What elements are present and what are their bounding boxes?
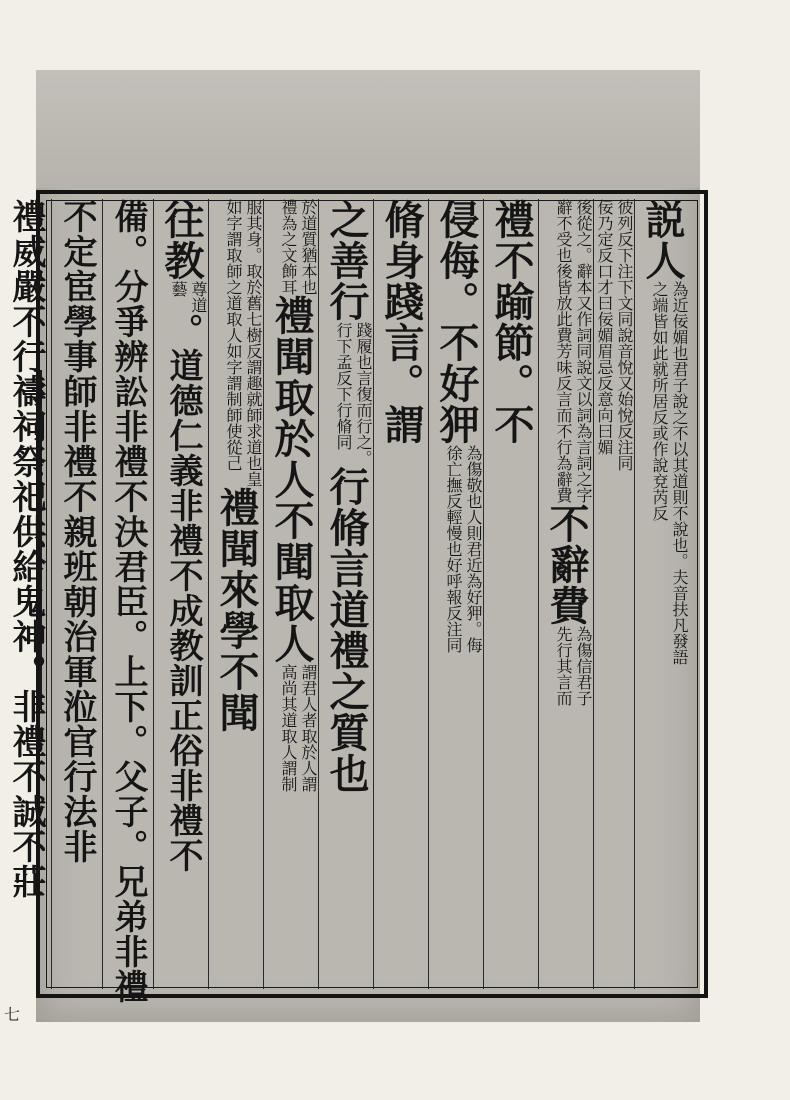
commentary-line: 為傷敬也人則君近為好狎。侮	[464, 445, 483, 653]
text-column-12	[51, 199, 102, 989]
commentary-pair	[209, 199, 263, 487]
main-text: 侵侮。不好狎	[433, 199, 480, 445]
text-column-5	[428, 199, 483, 989]
text-column-9	[208, 199, 263, 989]
main-text: 不定宦學事師非禮不親班朝治軍涖官行法非	[57, 199, 97, 864]
text-column-7	[318, 199, 373, 989]
commentary-line: 如字謂取師之道取人如字謂制師使從己	[224, 199, 243, 471]
commentary-line: 尊道	[189, 281, 208, 313]
text-column-8	[263, 199, 318, 989]
page-number: 七	[4, 1005, 21, 1024]
text-column-6	[373, 199, 428, 989]
commentary-line: 為近佞媚也君子說之不以其道則不說也。夫音扶凡發語	[670, 281, 689, 665]
text-columns	[6, 199, 689, 1004]
text-column-1	[634, 199, 689, 989]
text-column-3	[538, 199, 593, 989]
commentary-line: 禮為之文飾耳	[279, 199, 298, 295]
commentary-pair	[264, 664, 318, 792]
commentary-pair	[539, 626, 593, 706]
commentary-line: 服其身。取於舊七樹反謂趣就師求道也皇	[244, 199, 263, 487]
commentary-line: 彼列反下注下文同說音悅又始悅反注同	[615, 199, 634, 471]
commentary-pair	[594, 199, 634, 989]
main-text: 。道德仁義非禮不成教訓正俗非禮不	[163, 313, 203, 873]
text-column-10	[153, 199, 208, 989]
main-text: 不辭費	[543, 503, 590, 626]
main-text: 禮不踰節。不	[488, 199, 535, 445]
commentary-pair	[154, 281, 208, 313]
commentary-pair	[635, 281, 689, 665]
text-column-13	[1, 199, 51, 989]
text-frame	[6, 190, 708, 1004]
main-text: 往教	[158, 199, 205, 281]
main-text: 禮聞來學不聞	[213, 487, 260, 733]
commentary-line: 謂君人者取於人謂	[299, 664, 318, 792]
main-text: 禮聞取於人不聞取人	[268, 295, 315, 664]
commentary-line: 高尚其道取人謂制	[279, 664, 298, 792]
commentary-line: 後從之。辭本又作詞同說文以詞為言詞之字	[574, 199, 593, 503]
commentary-line: 為傷信君子	[574, 626, 593, 706]
commentary-line: 辭不受也後皆放此費芳味反言而不行為辭費	[554, 199, 573, 503]
main-text: 禮威嚴不行禱祠祭祀供給鬼神。非禮不誠不莊	[6, 199, 46, 899]
commentary-line: 徐亡撫反輕慢也好呼報反注同	[444, 445, 463, 653]
main-text: 説人	[639, 199, 686, 281]
commentary-line: 佞乃定反口才曰佞媚眉忌反意向曰媚	[595, 199, 614, 455]
commentary-pair	[319, 322, 373, 466]
commentary-pair	[429, 445, 483, 653]
main-text: 脩身踐言。謂	[378, 199, 425, 445]
main-text: 之善行	[323, 199, 370, 322]
text-column-11	[102, 199, 153, 1004]
commentary-line: 於道質猶本也	[299, 199, 318, 295]
commentary-pair	[264, 199, 318, 295]
main-text: 備。分爭辨訟非禮不決君臣。上下。父子。兄弟非禮	[108, 199, 148, 1004]
text-column-4	[483, 199, 538, 989]
commentary-line: 先行其言而	[554, 626, 573, 706]
commentary-line: 之端皆如此就所居反或作說兗芮反	[650, 281, 669, 521]
commentary-pair	[539, 199, 593, 503]
upper-margin	[36, 70, 700, 188]
commentary-line: 藝	[169, 281, 188, 297]
text-column-2	[593, 199, 634, 989]
main-text: 行脩言道禮之質也	[323, 466, 370, 794]
commentary-line: 踐履也言復而行之。	[354, 322, 373, 466]
commentary-line: 行下孟反下行脩同	[334, 322, 353, 450]
